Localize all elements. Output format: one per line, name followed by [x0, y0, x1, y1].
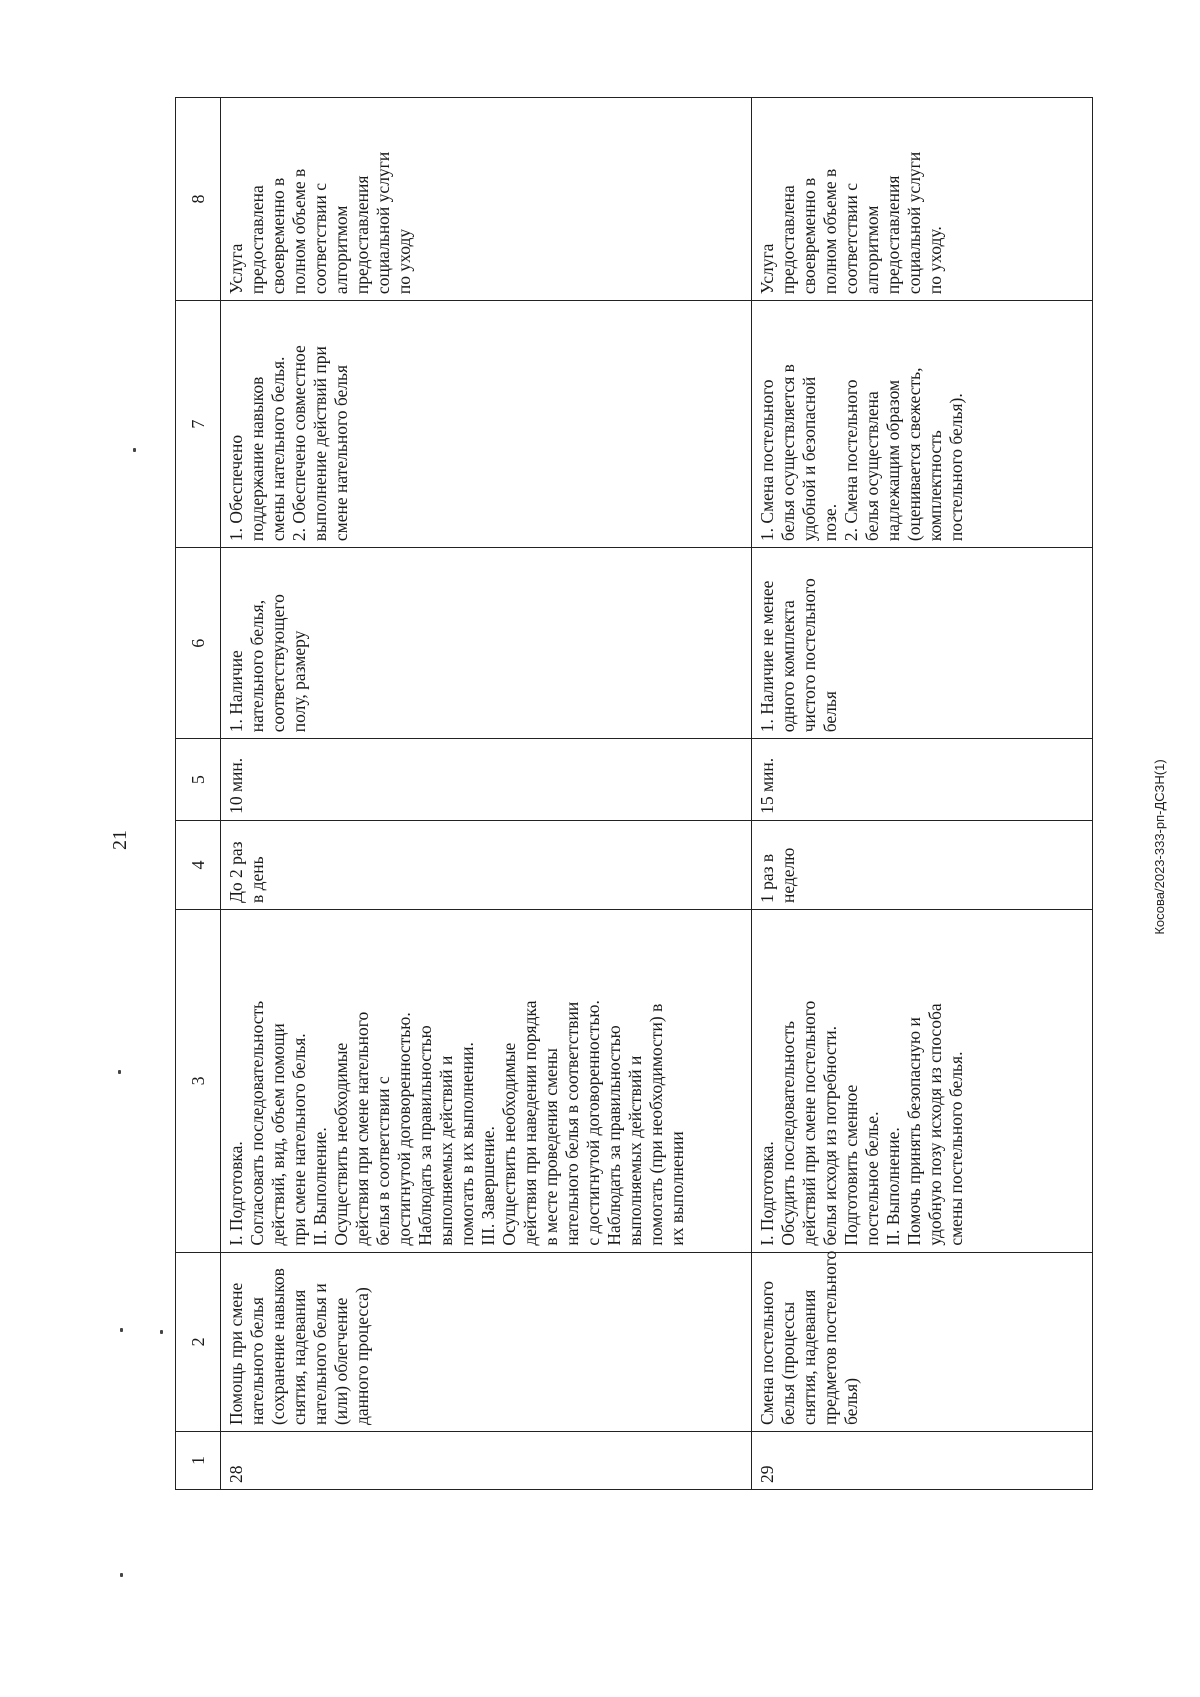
service-duration: 15 мин. [752, 739, 1093, 821]
services-table [175, 97, 1093, 1490]
service-duration: 10 мин. [221, 739, 752, 821]
row-number: 29 [752, 1432, 1093, 1490]
quality-indicators: 1. Обеспечено поддержание навыков смены нательного белья. 2. Обеспечено совместное выполнение действий при смене нательного белья [221, 301, 752, 548]
service-content: I. Подготовка. Обсудить последовательность действий при смене постельного белья исходя из потребности. Подготовить сменное постельное белье. II. Выполнение. Помочь принять безопасную и удобную позу исходя из способа смены постельного белья. [752, 910, 1093, 1253]
scan-speck [160, 1330, 163, 1334]
column-number: 7 [176, 301, 221, 548]
service-conditions: 1. Наличие не менее одного комплекта чистого постельного белья [752, 548, 1093, 739]
column-number: 4 [176, 820, 221, 909]
scan-speck [120, 1328, 123, 1332]
table-row [752, 98, 1093, 1490]
column-number: 6 [176, 548, 221, 739]
column-number: 1 [176, 1432, 221, 1490]
column-number: 2 [176, 1252, 221, 1431]
service-frequency: До 2 раз в день [221, 820, 752, 909]
column-number: 8 [176, 98, 221, 301]
evaluation: Услуга предоставлена своевременно в полном объеме в соответствии с алгоритмом предоставления социальной услуги по уходу. [752, 98, 1093, 301]
service-content: I. Подготовка. Согласовать последовательность действий, вид, объем помощи при смене нательного белья. II. Выполнение. Осуществить необходимые действия при смене нательного белья в соответствии с достигнутой договоренностью. Наблюдать за правильностью выполняемых действий и помогать в их выполнении. III. Завершение. Осуществить необходимые действия при наведении порядка в месте проведения смены нательного белья в соответствии с достигнутой договоренностью. Наблюдать за правильностью выполняемых действий и помогать (при необходимости) в их выполнении [221, 910, 752, 1253]
rotated-table-container [175, 97, 1093, 1490]
service-name: Помощь при смене нательного белья (сохранение навыков снятия, надевания нательного белья и (или) облегчение данного процесса) [221, 1252, 752, 1431]
evaluation: Услуга предоставлена своевременно в полном объеме в соответствии с алгоритмом предоставления социальной услуги по уходу [221, 98, 752, 301]
quality-indicators: 1. Смена постельного белья осуществляется в удобной и безопасной позе. 2. Смена постельного белья осуществлена надлежащим образом (оценивается свежесть, комплектность постельного белья). [752, 301, 1093, 548]
service-name: Смена постельного белья (процессы снятия, надевания предметов постельного белья) [752, 1252, 1093, 1431]
column-number-row [176, 98, 221, 1490]
service-frequency: 1 раз в неделю [752, 820, 1093, 909]
row-number: 28 [221, 1432, 752, 1490]
column-number: 5 [176, 739, 221, 821]
service-conditions: 1. Наличие нательного белья, соответствующего полу, размеру [221, 548, 752, 739]
page-number: 21 [109, 830, 131, 850]
document-code: Косова/2023-333-рп-ДСЗН(1) [1152, 759, 1167, 935]
scan-speck [118, 1070, 121, 1074]
scan-speck [133, 448, 136, 452]
scan-speck [120, 1573, 123, 1577]
column-number: 3 [176, 910, 221, 1253]
table-row [221, 98, 752, 1490]
